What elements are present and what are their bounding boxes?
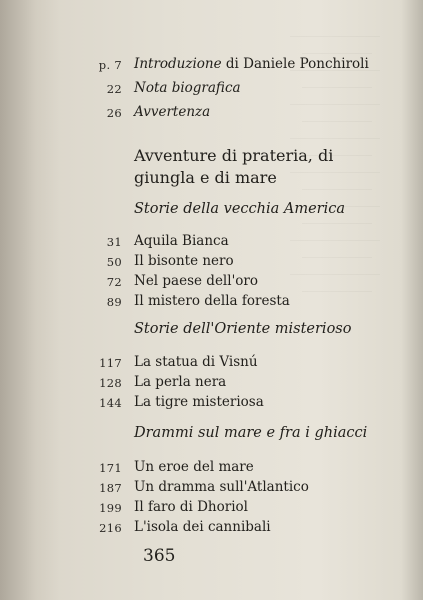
page-number: 72: [106, 275, 122, 289]
page-number: 50: [106, 255, 122, 269]
entry-title: Il bisonte nero: [134, 253, 234, 269]
entry-title: Un eroe del mare: [134, 459, 254, 475]
entry-title: Il mistero della foresta: [134, 293, 290, 309]
entry-title: Avvertenza: [134, 104, 211, 120]
page-number: 117: [99, 356, 122, 370]
entry-title: Nel paese dell'oro: [134, 273, 258, 289]
page-folio: 365: [143, 546, 176, 566]
main-title: Avventure di prateria, di giungla e di mare: [134, 146, 334, 187]
section-heading: Storie dell'Oriente misterioso: [134, 321, 352, 337]
entry-title: Nota biografica: [134, 80, 241, 96]
entry-title: Introduzione: [134, 56, 222, 72]
entry-title: La tigre misteriosa: [134, 394, 264, 410]
page-number: 89: [106, 295, 122, 309]
page-number: 171: [99, 461, 122, 475]
entry-author: di Daniele Ponchiroli: [221, 56, 369, 72]
page-number: 26: [106, 106, 122, 120]
page-number: 216: [99, 521, 122, 535]
page-number: 31: [106, 235, 122, 249]
entry-title: Il faro di Dhoriol: [134, 499, 248, 515]
entry-title: L'isola dei cannibali: [134, 519, 271, 535]
entry-title: Aquila Bianca: [134, 233, 229, 249]
page-number: 128: [99, 376, 122, 390]
page-number: 144: [99, 396, 122, 410]
page-number: 199: [99, 501, 122, 515]
entry-title: Un dramma sull'Atlantico: [134, 479, 309, 495]
page-number: p. 7: [98, 58, 122, 72]
section-heading: Storie della vecchia America: [134, 201, 346, 217]
entry-title: La statua di Visnú: [134, 354, 258, 370]
page-number: 22: [106, 82, 122, 96]
section-heading: Drammi sul mare e fra i ghiacci: [134, 425, 368, 441]
entry-title: La perla nera: [134, 374, 227, 390]
page-number: 187: [99, 481, 122, 495]
